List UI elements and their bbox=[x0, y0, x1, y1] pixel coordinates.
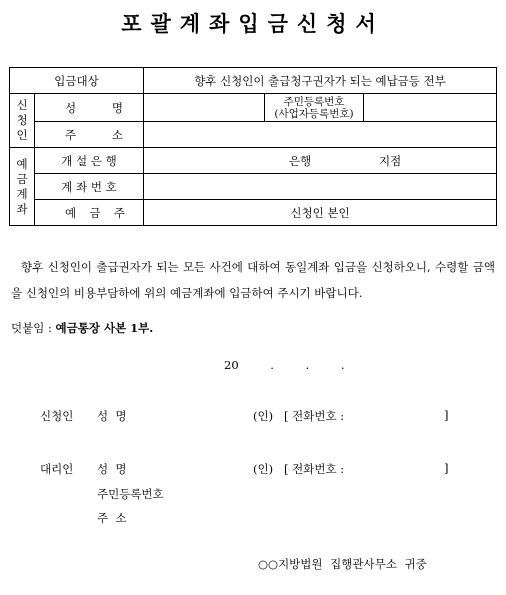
date-line: 20 . . . bbox=[224, 358, 345, 372]
account-number-row bbox=[10, 174, 497, 200]
holder-row bbox=[10, 200, 497, 226]
applicant-address-row bbox=[10, 122, 497, 148]
deposit-target-row bbox=[10, 68, 497, 94]
deposit-target-label: 입금대상 bbox=[10, 68, 144, 94]
agent-seal: (인) bbox=[253, 462, 274, 476]
agent-phone-label: [ 전화번호 : bbox=[284, 462, 345, 476]
form-title: 포괄계좌입금신청서 bbox=[121, 11, 385, 36]
applicant-phone-label: [ 전화번호 : bbox=[284, 409, 345, 423]
applicant-group-label: 신 청 인 bbox=[10, 94, 35, 148]
agent-name-label: 성 명 bbox=[97, 462, 127, 476]
agent-role: 대리인 bbox=[40, 462, 74, 476]
request-statement: 향후 신청인이 출급권자가 되는 모든 사건에 대하여 동일계좌 입금을 신청하오니, 수령할 금액을 신청인의 비용부담하에 위의 예금계좌에 입금하여 주시기 바랍니다. bbox=[11, 260, 495, 300]
name-rrn-cell[interactable] bbox=[144, 94, 497, 122]
name-field[interactable] bbox=[144, 94, 264, 121]
holder-label: 예 금 주 bbox=[35, 200, 144, 226]
agent-rrn-label: 주민등록번호 bbox=[97, 487, 164, 501]
bank-label: 개 설 은 행 bbox=[35, 148, 144, 174]
bank-field[interactable] bbox=[144, 148, 497, 174]
account-group-label: 예 금 계 좌 bbox=[10, 148, 35, 226]
agent-bracket-close: ] bbox=[444, 461, 449, 475]
rrn-label: 주민등록번호 (사업자등록번호) bbox=[264, 94, 364, 121]
attachment-label: 덧붙임 : bbox=[11, 321, 52, 335]
branch-unit: 지점 bbox=[379, 153, 402, 168]
deposit-target-value: 향후 신청인이 출급청구권자가 되는 예납금등 전부 bbox=[144, 68, 497, 94]
application-table bbox=[9, 67, 497, 226]
address-label: 주 소 bbox=[35, 122, 144, 148]
address-field[interactable] bbox=[144, 122, 497, 148]
attachment-line bbox=[11, 320, 153, 336]
bank-unit: 은행 bbox=[289, 153, 312, 168]
applicant-bracket-close: ] bbox=[444, 408, 449, 422]
agent-address-label: 주 소 bbox=[97, 511, 127, 525]
account-number-field[interactable] bbox=[144, 174, 497, 200]
applicant-seal: (인) bbox=[253, 409, 274, 423]
applicant-name-row bbox=[10, 94, 497, 122]
rrn-field[interactable] bbox=[364, 94, 496, 121]
court-addressee: ○○지방법원 집행관사무소 귀중 bbox=[258, 557, 427, 571]
applicant-name-label: 성 명 bbox=[97, 409, 127, 423]
holder-value: 신청인 본인 bbox=[144, 200, 497, 226]
applicant-role: 신청인 bbox=[40, 409, 74, 423]
attachment-value: 예금통장 사본 1부. bbox=[55, 321, 154, 335]
bank-row bbox=[10, 148, 497, 174]
account-number-label: 계 좌 번 호 bbox=[35, 174, 144, 200]
name-label: 성 명 bbox=[35, 94, 144, 122]
